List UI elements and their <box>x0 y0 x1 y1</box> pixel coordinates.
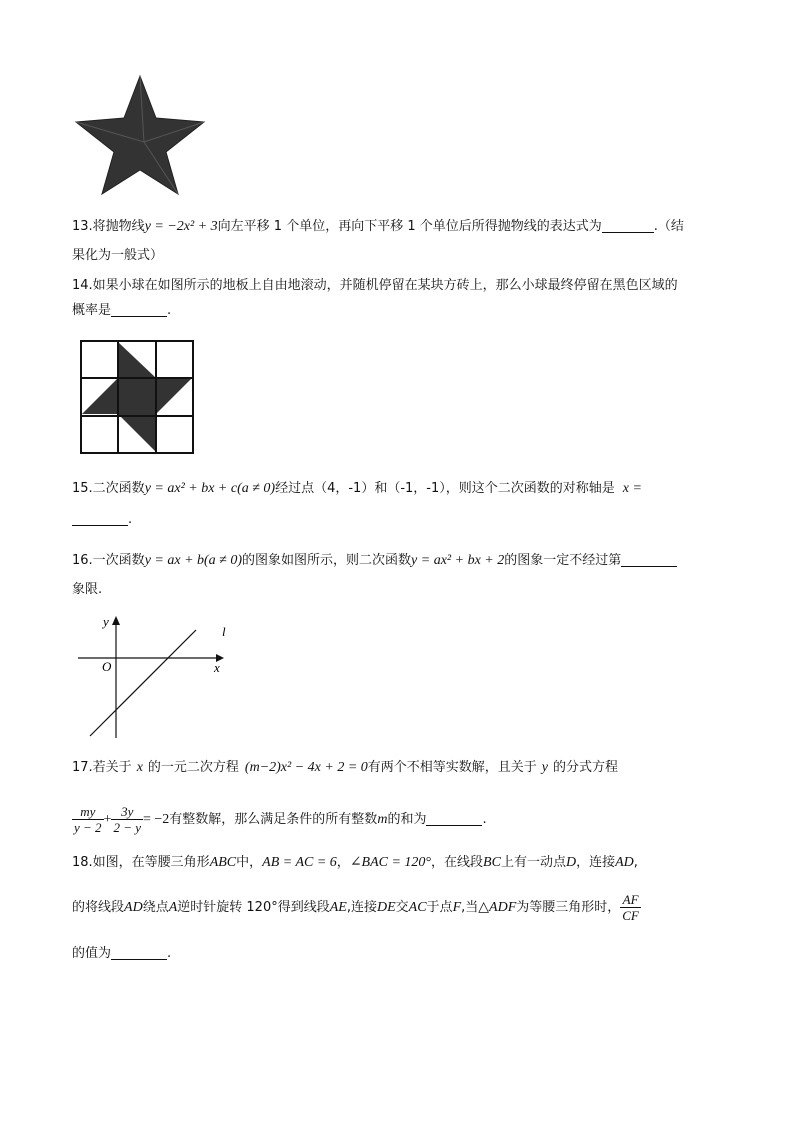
star-figure <box>72 72 208 198</box>
question-15-line1: 15.二次函数y = ax² + bx + c(a ≠ 0)经过点（4，-1）和（-1，-1），则这个二次函数的对称轴是 x = <box>72 481 642 496</box>
q15-formula: y = ax² + bx + c(a ≠ 0) <box>144 481 276 496</box>
question-14-line2: 概率是 . <box>72 303 172 318</box>
y-axis-label: y <box>103 614 109 629</box>
answer-blank-13 <box>602 218 654 233</box>
question-14-line1: 14.如果小球在如图所示的地板上自由地滚动，并随机停留在某块方砖上，那么小球最终停留在黑色区域的 <box>72 278 678 293</box>
linear-function-graph <box>76 612 236 740</box>
question-16-line2: 象限. <box>72 582 103 597</box>
question-17-line1: 17.若关于 x 的一元二次方程 (m−2)x² − 4x + 2 = 0有两个不相等实数解，且关于 y 的分式方程 <box>72 760 619 775</box>
q13-formula: y = −2x² + 3 <box>144 219 218 234</box>
q16-formula-quadratic: y = ax² + bx + 2 <box>411 553 505 568</box>
fraction-my-over-y-minus-2: $\frac{my}{y - 2}$ <box>74 804 102 835</box>
question-18-line2: 的将线段AD绕点A逆时针旋转 120°得到线段AE,连接DE交AC于点F,当△ADF为等腰三角形时， $\frac{AF}{CF}$ <box>72 892 639 923</box>
question-17-line2: $\frac{my}{y - 2}$ + $\frac{3y}{2 - y}$ = −2有整数解，那么满足条件的所有整数m的和为 . <box>74 804 487 835</box>
x-axis-label: x <box>214 660 220 675</box>
line-label: l <box>222 624 226 639</box>
y-axis-arrow <box>112 616 120 625</box>
question-18-line1: 18.如图，在等腰三角形ABC中，AB = AC = 6，∠BAC = 120°，在线段BC上有一动点D，连接AD, <box>72 855 638 870</box>
answer-blank-15 <box>72 511 128 526</box>
q17-formula: (m−2)x² − 4x + 2 = 0 <box>244 760 368 775</box>
fraction-af-over-cf: $\frac{AF}{CF}$ <box>622 892 639 923</box>
origin-label: O <box>102 659 112 674</box>
answer-blank-16 <box>621 552 677 567</box>
answer-blank-17 <box>426 811 482 826</box>
floor-tile-grid <box>80 340 194 454</box>
answer-blank-18 <box>111 945 167 960</box>
question-16-line1: 16.一次函数y = ax + b(a ≠ 0)的图象如图所示，则二次函数y = ax² + bx + 2的图象一定不经过第 <box>72 551 677 571</box>
question-13-line1: 13.将抛物线y = −2x² + 3向左平移 1 个单位，再向下平移 1 个单位后所得抛物线的表达式为 .（结 <box>72 219 684 234</box>
fraction-3y-over-2-minus-y: $\frac{3y}{2 - y}$ <box>113 804 141 835</box>
black-region <box>82 342 192 452</box>
function-line <box>90 630 196 736</box>
q16-formula-linear: y = ax + b(a ≠ 0) <box>144 553 243 568</box>
question-13-line2: 果化为一般式） <box>72 248 164 263</box>
question-18-line3: 的值为 . <box>72 946 172 961</box>
answer-blank-14 <box>111 302 167 317</box>
question-15-line2: . <box>72 510 132 530</box>
star-shape <box>76 76 204 194</box>
